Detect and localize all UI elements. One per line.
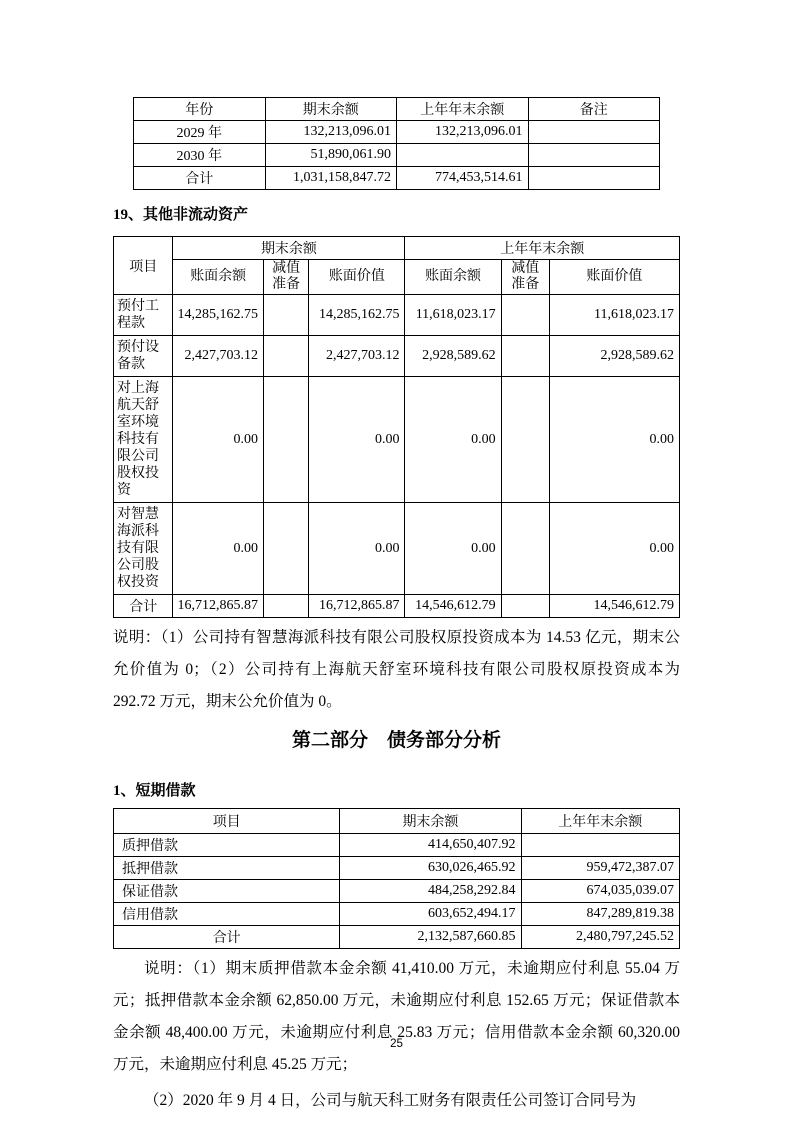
table-cell	[528, 167, 660, 190]
table-row	[134, 121, 660, 144]
table-cell: 2,427,703.12	[173, 336, 264, 377]
table-cell	[521, 834, 680, 857]
column-header: 期末余额	[340, 809, 521, 834]
short-term-loans-table	[113, 808, 680, 949]
column-header: 减值准备	[501, 260, 549, 295]
table-cell: 1,031,158,847.72	[265, 167, 397, 190]
table-cell	[397, 144, 529, 167]
table-cell	[501, 595, 549, 618]
row-label: 抵押借款	[114, 857, 340, 880]
table-cell: 0.00	[309, 503, 405, 595]
column-header: 项目	[114, 809, 340, 834]
table-cell: 0.00	[173, 377, 264, 503]
table-row	[114, 377, 680, 503]
table-cell: 11,618,023.17	[549, 295, 679, 336]
table-cell	[501, 377, 549, 503]
column-header: 期末余额	[265, 98, 397, 121]
table-cell: 0.00	[549, 377, 679, 503]
section-19-title: 19、其他非流动资产	[113, 207, 249, 223]
table-total-row	[134, 167, 660, 190]
column-header: 上年年末余额	[521, 809, 680, 834]
table-row	[114, 857, 680, 880]
table-cell: 2,132,587,660.85	[340, 926, 521, 949]
row-label: 预付工程款	[114, 295, 173, 336]
table-row	[114, 295, 680, 336]
table-cell: 0.00	[173, 503, 264, 595]
table-total-row	[114, 926, 680, 949]
table-header-row	[134, 98, 660, 121]
table-row	[114, 903, 680, 926]
other-noncurrent-assets-table	[113, 236, 680, 618]
table-cell: 2,480,797,245.52	[521, 926, 680, 949]
table-row	[114, 880, 680, 903]
column-header: 上年年末余额	[397, 98, 529, 121]
table-cell: 0.00	[549, 503, 679, 595]
table-subheader-row	[114, 260, 680, 295]
column-header: 账面价值	[549, 260, 679, 295]
table-cell: 0.00	[309, 377, 405, 503]
page-number: 25	[390, 1038, 403, 1050]
row-label: 对智慧海派科技有限公司股权投资	[114, 503, 173, 595]
column-header: 账面余额	[405, 260, 501, 295]
table-cell: 2,928,589.62	[549, 336, 679, 377]
table-cell: 414,650,407.92	[340, 834, 521, 857]
table-row	[114, 834, 680, 857]
table-cell: 合计	[134, 167, 266, 190]
table-cell: 484,258,292.84	[340, 880, 521, 903]
table-cell: 0.00	[405, 503, 501, 595]
table-cell: 847,289,819.38	[521, 903, 680, 926]
table-cell	[528, 144, 660, 167]
table-cell	[263, 595, 308, 618]
table-row	[134, 144, 660, 167]
table-cell: 630,026,465.92	[340, 857, 521, 880]
loans-note-1: 说明：（1）期末质押借款本金余额 41,410.00 万元，未逾期应付利息 55.04 万元；抵押借款本金余额 62,850.00 万元，未逾期应付利息 152.65 万元；保证借款本金余额 48,400.00 万元，未逾期应付利息 25.83 万元；信用借款本金余额 60,320.00 万元，未逾期应付利息 45.25 万元；	[113, 960, 680, 1073]
table-cell: 774,453,514.61	[397, 167, 529, 190]
table-cell: 132,213,096.01	[397, 121, 529, 144]
column-header: 减值准备	[263, 260, 308, 295]
table-cell: 0.00	[405, 377, 501, 503]
table-cell	[501, 336, 549, 377]
table-cell: 959,472,387.07	[521, 857, 680, 880]
table-cell	[501, 295, 549, 336]
table-cell: 674,035,039.07	[521, 880, 680, 903]
table-cell: 132,213,096.01	[265, 121, 397, 144]
short-term-loans-title: 1、短期借款	[113, 783, 196, 799]
table-cell: 51,890,061.90	[265, 144, 397, 167]
table-cell: 16,712,865.87	[309, 595, 405, 618]
column-header: 账面价值	[309, 260, 405, 295]
section-19-note: 说明：（1）公司持有智慧海派科技有限公司股权原投资成本为 14.53 亿元，期末公允价值为 0；（2）公司持有上海航天舒室环境科技有限公司股权原投资成本为 292.72 万元，期末公允价值为 0。	[113, 629, 680, 710]
row-label: 预付设备款	[114, 336, 173, 377]
row-label: 合计	[114, 926, 340, 949]
table-cell: 603,652,494.17	[340, 903, 521, 926]
column-header: 年份	[134, 98, 266, 121]
table-cell	[501, 503, 549, 595]
table-total-row	[114, 595, 680, 618]
column-group-header: 上年年末余额	[405, 237, 680, 260]
table-cell: 2029 年	[134, 121, 266, 144]
column-header: 账面余额	[173, 260, 264, 295]
part2-title: 第二部分 债务部分分析	[291, 730, 501, 751]
table-row	[114, 503, 680, 595]
table-row	[114, 336, 680, 377]
table-header-row	[114, 237, 680, 260]
row-label: 保证借款	[114, 880, 340, 903]
table-cell	[263, 503, 308, 595]
table-cell	[263, 336, 308, 377]
table-cell	[263, 377, 308, 503]
column-header: 项目	[114, 237, 173, 295]
table-cell: 2,427,703.12	[309, 336, 405, 377]
row-label: 对上海航天舒室环境科技有限公司股权投资	[114, 377, 173, 503]
maturity-table	[133, 97, 660, 190]
table-cell: 14,546,612.79	[549, 595, 679, 618]
table-cell	[528, 121, 660, 144]
table-cell	[263, 295, 308, 336]
row-label: 信用借款	[114, 903, 340, 926]
table-cell: 14,285,162.75	[173, 295, 264, 336]
row-label: 质押借款	[114, 834, 340, 857]
loans-note-2: （2）2020 年 9 月 4 日，公司与航天科工财务有限责任公司签订合同号为	[144, 1092, 637, 1109]
table-cell: 14,546,612.79	[405, 595, 501, 618]
table-cell: 2030 年	[134, 144, 266, 167]
row-label: 合计	[114, 595, 173, 618]
table-cell: 16,712,865.87	[173, 595, 264, 618]
column-header: 备注	[528, 98, 660, 121]
table-header-row	[114, 809, 680, 834]
table-cell: 14,285,162.75	[309, 295, 405, 336]
column-group-header: 期末余额	[173, 237, 405, 260]
table-cell: 2,928,589.62	[405, 336, 501, 377]
table-cell: 11,618,023.17	[405, 295, 501, 336]
